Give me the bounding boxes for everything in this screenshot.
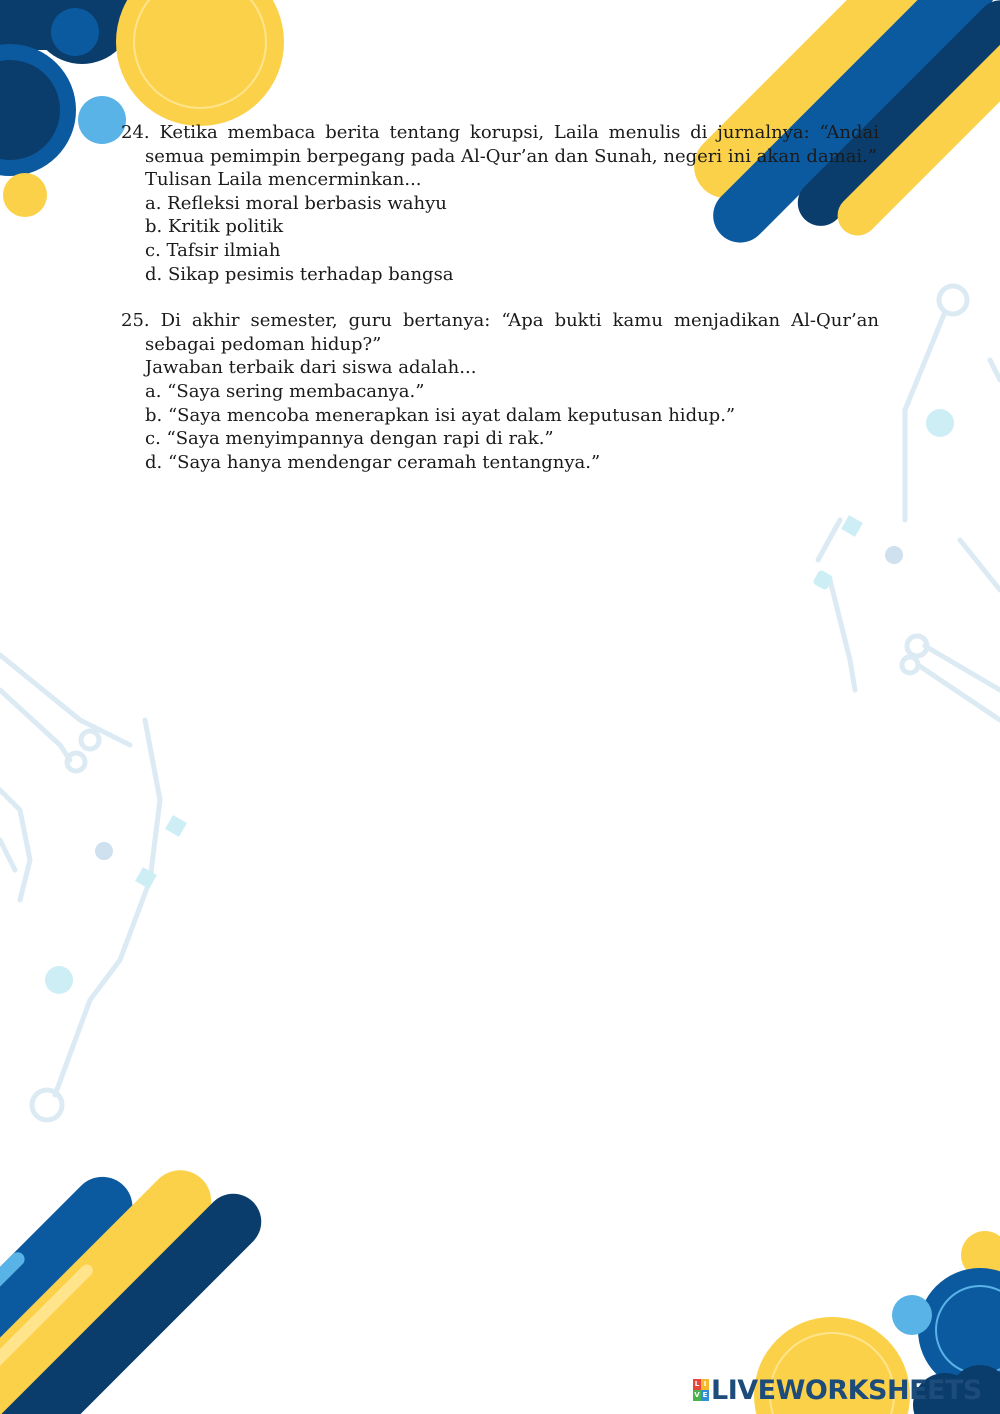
question-prompt: Tulisan Laila mencerminkan... xyxy=(145,169,422,191)
question-prompt: Jawaban terbaik dari siswa adalah... xyxy=(145,357,477,379)
question-24 xyxy=(121,121,879,286)
answer-option-a: a. “Saya sering membacanya.” xyxy=(145,380,425,402)
question-25 xyxy=(121,309,879,474)
logo-wordmark: LIVEWORKSHEETS xyxy=(711,1374,982,1406)
bottom-left-stripes-decoration xyxy=(0,1108,273,1414)
answer-option-d: d. “Saya hanya mendengar ceramah tentangnya.” xyxy=(145,451,601,473)
logo-badge-letter: I xyxy=(701,1379,709,1390)
answer-option-c: c. Tafsir ilmiah xyxy=(145,239,281,261)
left-circuit-decoration xyxy=(0,655,160,1120)
answer-option-d: d. Sikap pesimis terhadap bangsa xyxy=(145,263,454,285)
answer-option-c: c. “Saya menyimpannya dengan rapi di rak.” xyxy=(145,428,554,450)
logo-badge-icon xyxy=(693,1379,709,1401)
answer-option-b: b. “Saya mencoba menerapkan isi ayat dalam keputusan hidup.” xyxy=(145,404,736,426)
answer-option-a: a. Refleksi moral berbasis wahyu xyxy=(145,192,447,214)
logo-badge-letter: E xyxy=(702,1391,708,1399)
question-list xyxy=(121,121,879,497)
liveworksheets-logo xyxy=(693,1374,982,1406)
logo-badge-letter: L xyxy=(694,1380,700,1388)
question-stem: 24. Ketika membaca berita tentang korupsi, Laila menulis di jurnalnya: “Andai semua pemimpin berpegang pada Al-Qur’an dan Sunah, negeri ini akan damai.” xyxy=(121,122,879,167)
logo-badge-letter: V xyxy=(694,1391,700,1399)
answer-option-b: b. Kritik politik xyxy=(145,216,284,238)
question-stem: 25. Di akhir semester, guru bertanya: “Apa bukti kamu menjadikan Al-Qur’an sebagai pedoman hidup?” xyxy=(121,310,879,355)
